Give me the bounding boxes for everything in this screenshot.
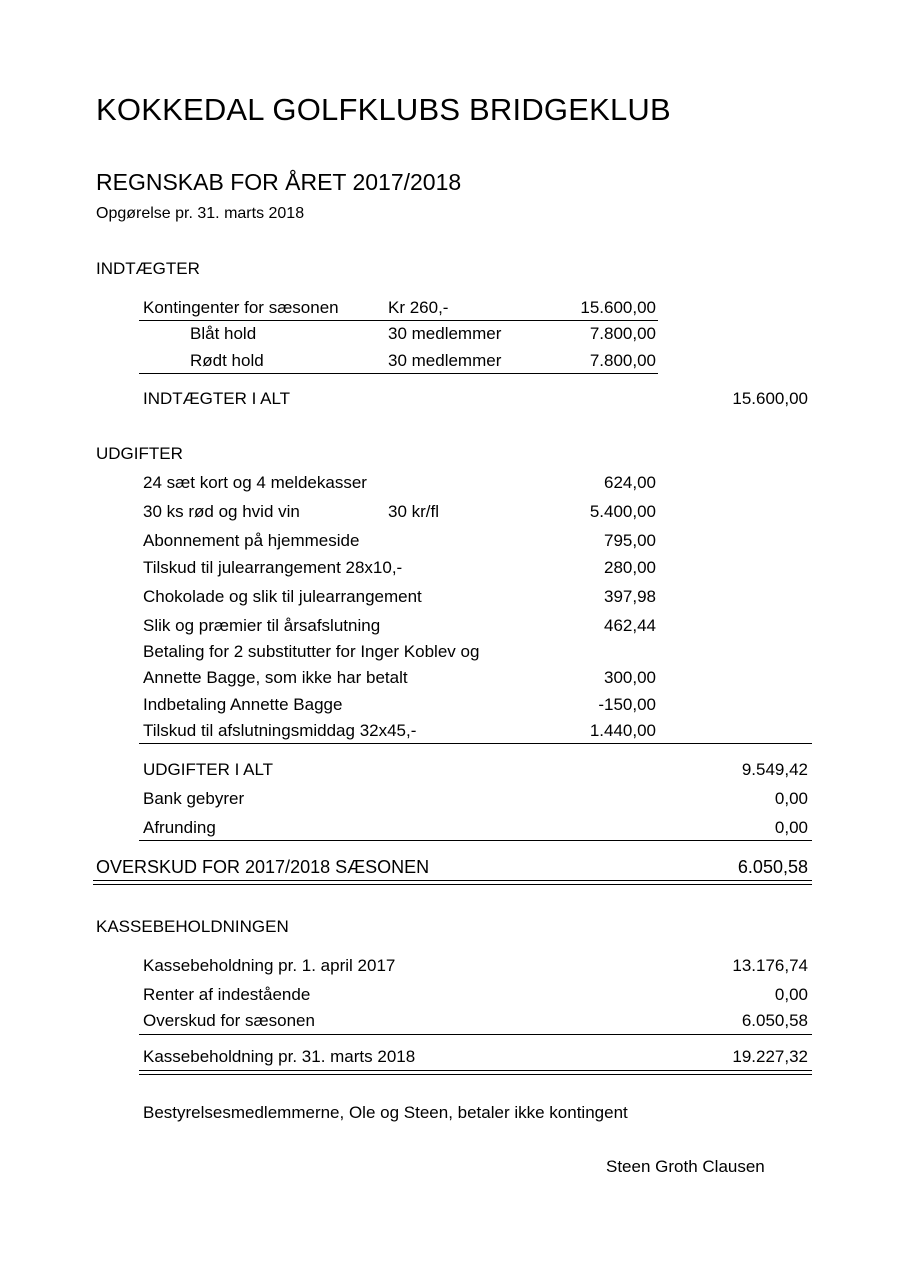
expense-row-amount: 397,98 xyxy=(604,587,656,606)
cash-row-label: Overskud for sæsonen xyxy=(143,1011,315,1030)
board-note: Bestyrelsesmedlemmerne, Ole og Steen, betaler ikke kontingent xyxy=(143,1103,628,1122)
divider xyxy=(139,840,812,841)
income-total-amount: 15.600,00 xyxy=(732,389,808,408)
income-row-amount: 7.800,00 xyxy=(589,324,656,343)
cash-row-label: Renter af indestående xyxy=(143,985,311,1004)
expenses-total-label: UDGIFTER I ALT xyxy=(143,760,274,779)
income-row-label: Blåt hold xyxy=(190,324,257,343)
expense-row-label: Tilskud til afslutningsmiddag 32x45,- xyxy=(143,721,417,740)
expense-row-label: Betaling for 2 substitutter for Inger Koblev og xyxy=(143,642,480,661)
expense-row-label: 30 ks rød og hvid vin xyxy=(143,502,300,521)
cash-total-label: Kassebeholdning pr. 31. marts 2018 xyxy=(143,1047,416,1066)
income-row-detail: 30 medlemmer xyxy=(388,351,502,370)
cash-total-amount: 19.227,32 xyxy=(732,1047,808,1066)
expense-row-amount: 1.440,00 xyxy=(589,721,656,740)
bank-fees-label: Bank gebyrer xyxy=(143,789,245,808)
income-row-detail: Kr 260,- xyxy=(388,298,449,317)
cash-heading: KASSEBEHOLDNINGEN xyxy=(96,917,289,936)
expense-row-amount: 300,00 xyxy=(604,668,656,687)
expenses-heading: UDGIFTER xyxy=(96,444,183,463)
document-title: KOKKEDAL GOLFKLUBS BRIDGEKLUB xyxy=(96,92,671,127)
expense-row-amount: 795,00 xyxy=(604,531,656,550)
income-row-detail: 30 medlemmer xyxy=(388,324,502,343)
cash-row-label: Kassebeholdning pr. 1. april 2017 xyxy=(143,956,396,975)
expense-row-label: Indbetaling Annette Bagge xyxy=(143,695,343,714)
document-subtitle: REGNSKAB FOR ÅRET 2017/2018 xyxy=(96,169,462,195)
rounding-label: Afrunding xyxy=(143,818,216,837)
expense-row-amount: 280,00 xyxy=(604,558,656,577)
signature-name: Steen Groth Clausen xyxy=(606,1157,765,1176)
cash-row-amount: 6.050,58 xyxy=(741,1011,808,1030)
expense-row-label: Slik og præmier til årsafslutning xyxy=(143,616,381,635)
expense-row-amount: 624,00 xyxy=(604,473,656,492)
divider xyxy=(139,1034,812,1035)
statement-date: Opgørelse pr. 31. marts 2018 xyxy=(96,205,305,222)
surplus-label: OVERSKUD FOR 2017/2018 SÆSONEN xyxy=(96,857,430,877)
expense-row-detail: 30 kr/fl xyxy=(388,502,440,521)
expense-row-label: Chokolade og slik til julearrangement xyxy=(143,587,422,606)
expense-row-label: Tilskud til julearrangement 28x10,- xyxy=(143,558,403,577)
expense-row-label: Abonnement på hjemmeside xyxy=(143,531,360,550)
divider xyxy=(139,743,812,744)
income-row-label: Kontingenter for sæsonen xyxy=(143,298,339,317)
expense-row-amount: -150,00 xyxy=(598,695,656,714)
cash-row-amount: 13.176,74 xyxy=(732,956,808,975)
surplus-amount: 6.050,58 xyxy=(737,857,808,877)
divider xyxy=(139,373,658,374)
expense-row-label: 24 sæt kort og 4 meldekasser xyxy=(143,473,367,492)
double-underline xyxy=(93,880,812,885)
income-heading: INDTÆGTER xyxy=(96,259,200,278)
expenses-total-amount: 9.549,42 xyxy=(741,760,808,779)
expense-row-amount: 5.400,00 xyxy=(589,502,656,521)
bank-fees-amount: 0,00 xyxy=(774,789,808,808)
cash-row-amount: 0,00 xyxy=(774,985,808,1004)
double-underline xyxy=(139,1070,812,1075)
income-row-amount: 15.600,00 xyxy=(580,298,656,317)
income-total-label: INDTÆGTER I ALT xyxy=(143,389,291,408)
divider xyxy=(139,320,658,321)
rounding-amount: 0,00 xyxy=(774,818,808,837)
income-row-amount: 7.800,00 xyxy=(589,351,656,370)
expense-row-amount: 462,44 xyxy=(604,616,656,635)
expense-row-label: Annette Bagge, som ikke har betalt xyxy=(143,668,408,687)
income-row-label: Rødt hold xyxy=(190,351,264,370)
